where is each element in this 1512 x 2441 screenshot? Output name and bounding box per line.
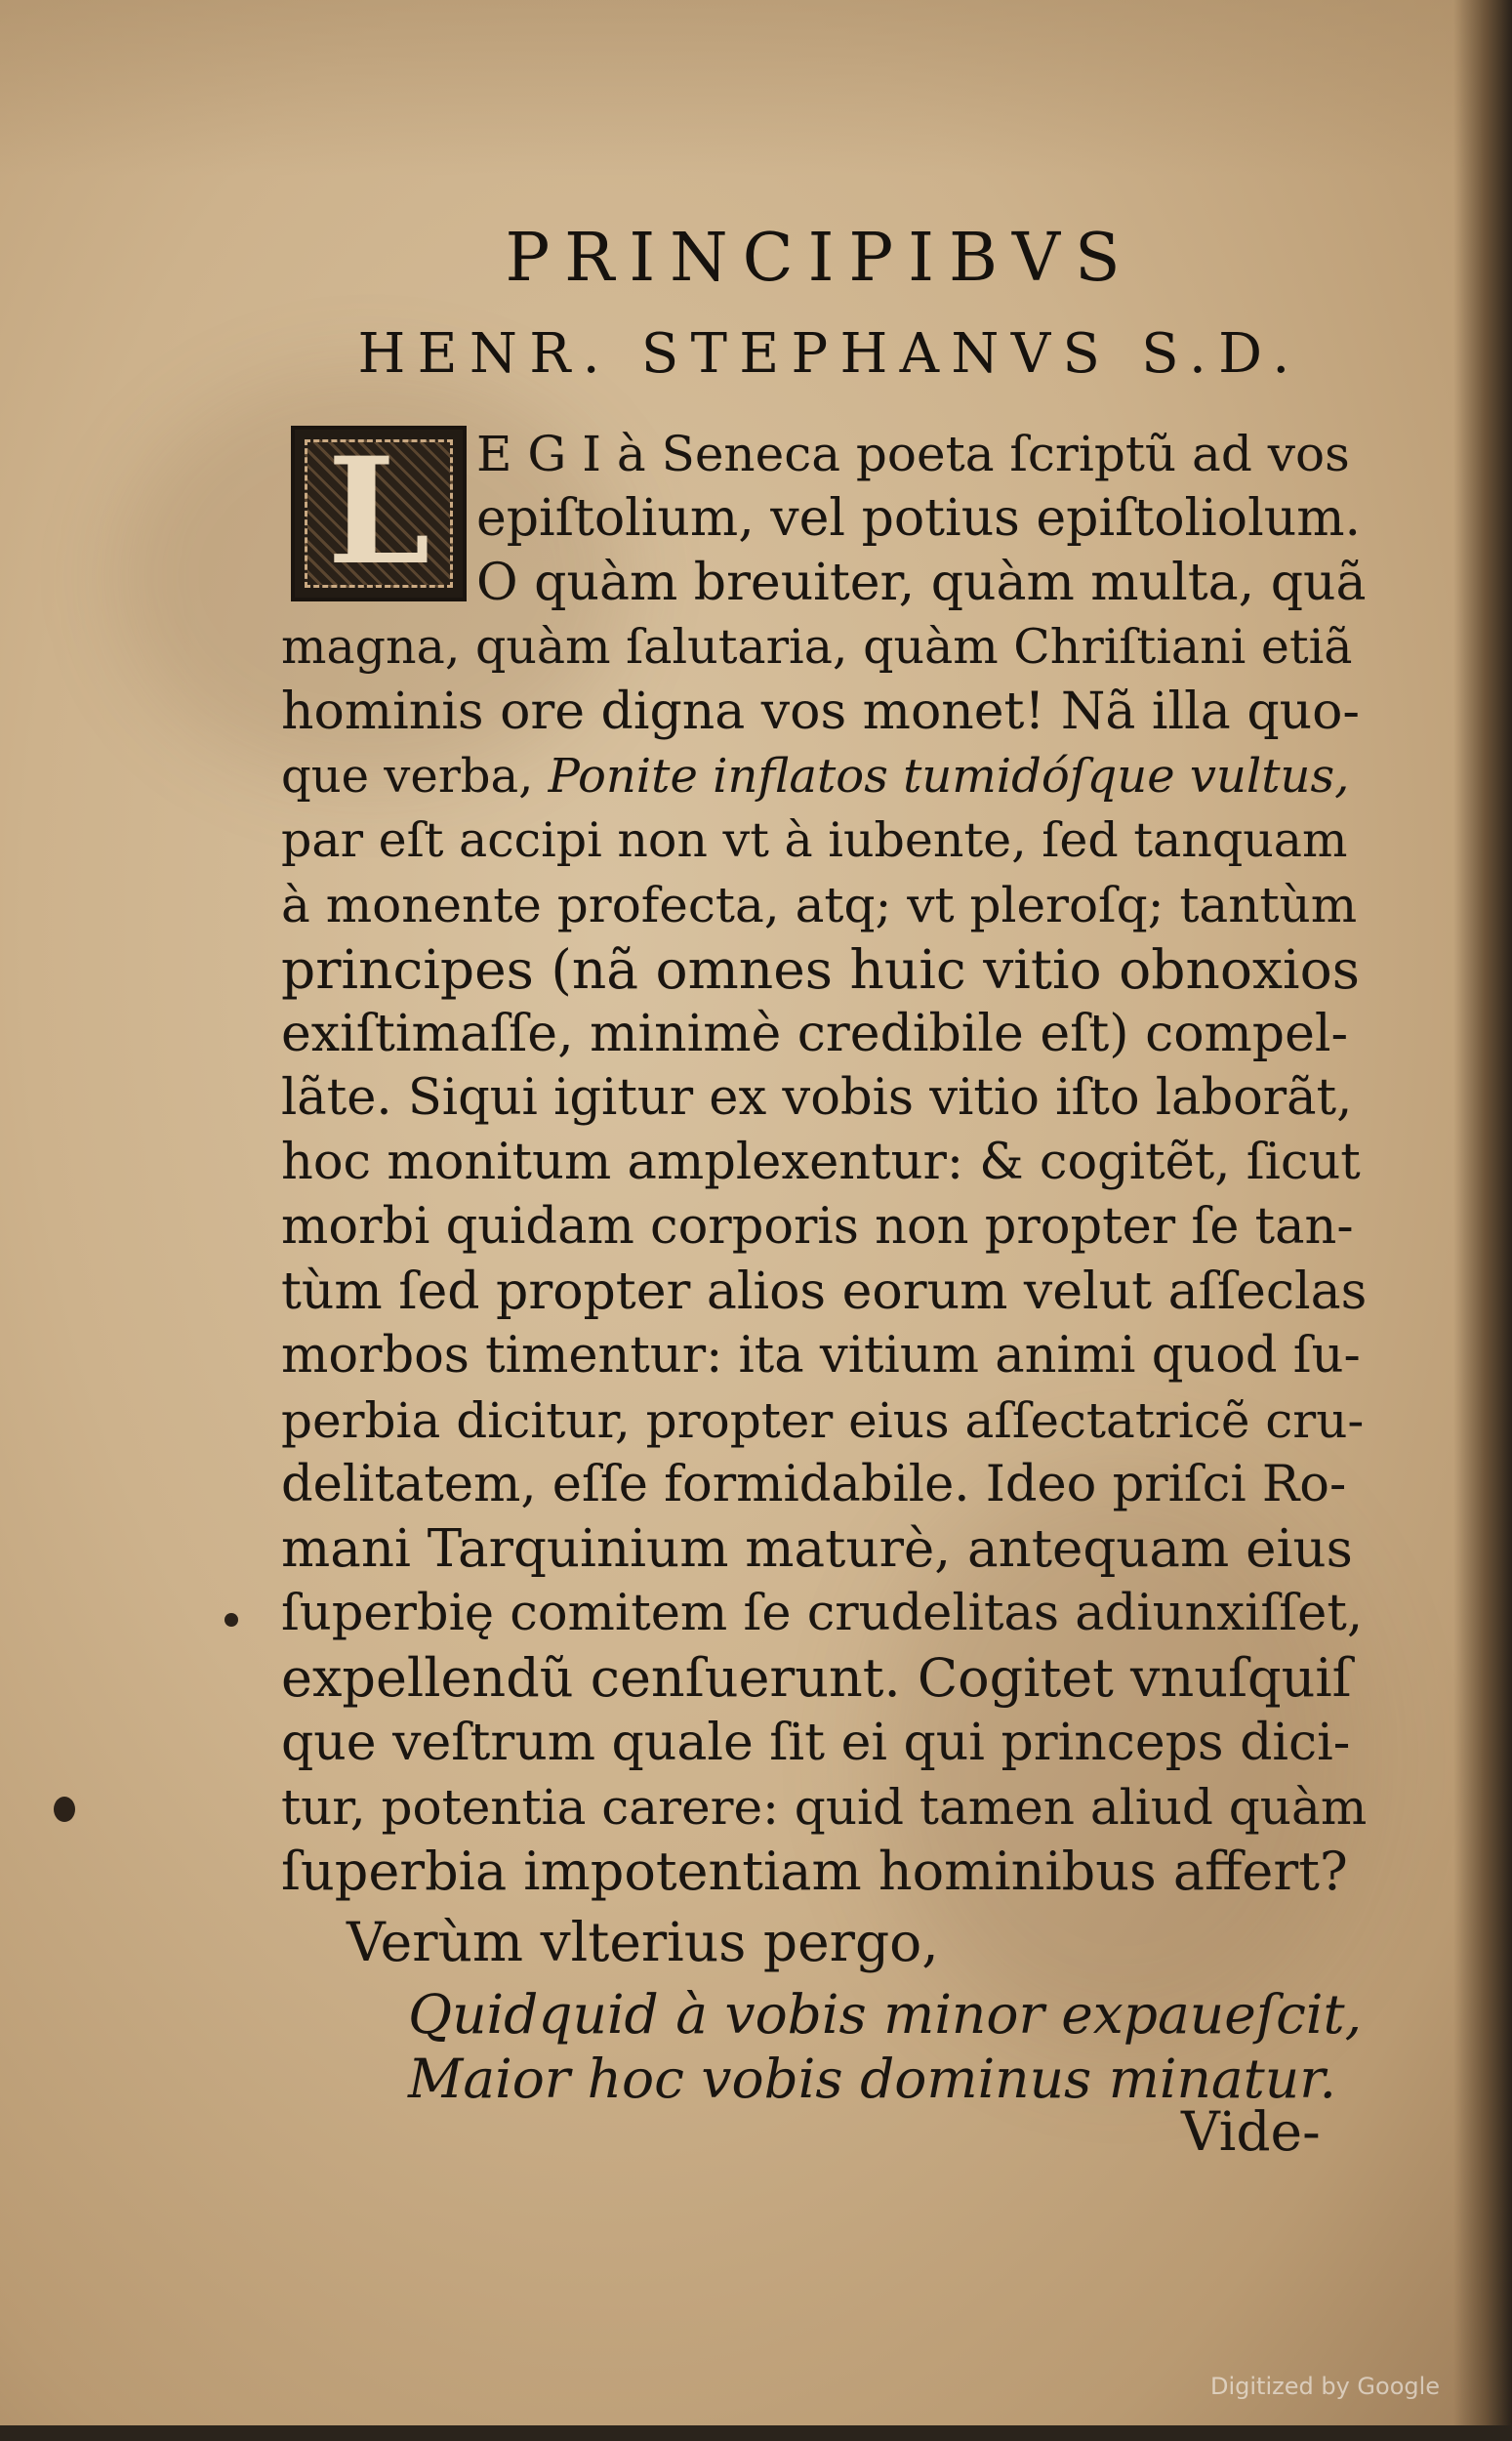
text-run: que verba, [281,749,534,804]
heading-line-1: PRINCIPIBVS [505,220,1135,297]
text-line: morbos timentur: ita vitium animi quod ſu- [281,1327,1361,1385]
text-line: tur, potentia carere: quid tamen aliud quàm [281,1779,1368,1836]
text-line: morbi quidam corporis non propter ſe tan- [281,1198,1354,1256]
catchword: Vide- [1181,2100,1321,2163]
text-line: lãte. Siqui igitur ex vobis vitio iſto laborãt, [281,1069,1353,1127]
heading-line-2: HENR. STEPHANVS S.D. [357,322,1302,386]
text-line: exiſtimaſſe, minimè credibile eſt) compel- [281,1005,1349,1063]
text-line: E G I à Seneca poeta ſcriptũ ad vos [476,426,1350,482]
text-line: epiſtolium, vel potius epiſtoliolum. [476,489,1362,548]
text-line: que veſtrum quale ſit ei qui princeps dici- [281,1714,1351,1772]
text-line: perbia dicitur, propter eius aſſectatricẽ cru- [281,1392,1365,1449]
text-line: ſuperbia impotentiam hominibus affert? [281,1841,1348,1902]
text-line: hoc monitum amplexentur: & cogitẽt, ſicut [281,1134,1361,1191]
text-line: à monente profecta, atq; vt pleroſq; tantùm [281,877,1358,933]
text-line: mani Tarquinium maturè, antequam eius [281,1519,1353,1579]
decorated-initial [291,426,467,601]
text-line: O quàm breuiter, quàm multa, quã [476,554,1367,612]
text-line: tùm ſed propter alios eorum velut aſſeclas [281,1262,1368,1321]
quoted-verse-inline: Ponite inflatos tumidóſque vultus, [548,749,1350,804]
ink-spot [225,1613,238,1627]
page-edge [1453,0,1512,2441]
text-line: par eſt accipi non vt à iubente, ſed tanquam [281,812,1348,868]
text-line: expellendũ cenſuerunt. Cogitet vnuſquiſ [281,1647,1352,1709]
page-bottom-edge [0,2425,1512,2441]
text-line [281,744,1349,808]
text-line: ſuperbię comitem ſe crudelitas adiunxiſſet, [281,1585,1364,1642]
text-line: magna, quàm ſalutaria, quàm Chriſtiani etiã [281,619,1353,675]
verse-line: Quidquid à vobis minor expaueſcit, [408,1983,1363,2046]
ink-spot [54,1797,75,1822]
text-line: hominis ore digna vos monet! Nã illa quo- [281,683,1360,741]
text-line: principes (nã omnes huic vitio obnoxios [281,938,1360,1001]
digitized-watermark: Digitized by Google [1210,2373,1441,2400]
top-shadow [0,0,1512,176]
paragraph-line: Verùm vlterius pergo, [347,1911,939,1973]
initial-letter: L [327,426,430,598]
verse-line: Maior hoc vobis dominus minatur. [408,2048,1336,2110]
text-line: delitatem, eſſe formidabile. Ideo priſci Ro- [281,1456,1347,1513]
